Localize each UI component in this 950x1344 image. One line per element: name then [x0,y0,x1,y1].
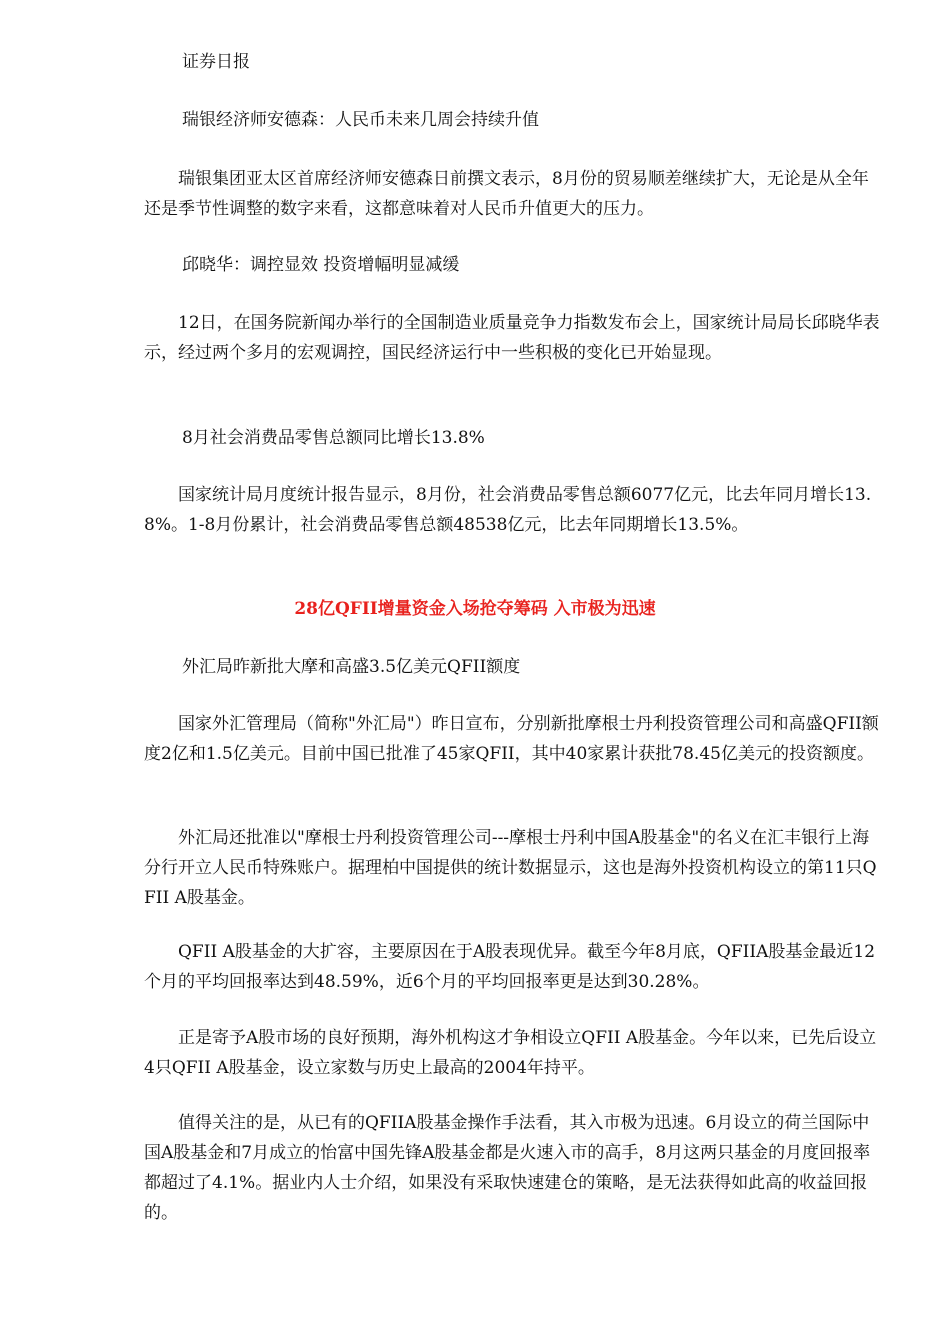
paragraph-expansion: QFII A股基金的大扩容，主要原因在于A股表现优异。截至今年8月底，QFIIA股基金最近12个月的平均回报率达到48.59%，近6个月的平均回报率更是达到30.28%。 [144,942,876,992]
paragraph-expectation: 正是寄予A股市场的良好预期，海外机构这才争相设立QFII A股基金。今年以来，已先后设立4只QFII A股基金，设立家数与历史上最高的2004年持平。 [144,1028,877,1078]
paragraph-qiu: 12日，在国务院新闻办举行的全国制造业质量竞争力指数发布会上，国家统计局局长邱晓华表示，经过两个多月的宏观调控，国民经济运行中一些积极的变化已开始显现。 [144,313,880,363]
subhead-qiu: 邱晓华：调控显效 投资增幅明显减缓 [182,255,460,275]
headline-qfii: 28亿QFII增量资金入场抢夺筹码 入市极为迅速 [294,599,656,619]
subhead-retail: 8月社会消费品零售总额同比增长13.8% [182,428,485,448]
source-line: 证券日报 [182,52,250,72]
subhead-ubs: 瑞银经济师安德森：人民币未来几周会持续升值 [182,110,539,130]
paragraph-ubs: 瑞银集团亚太区首席经济师安德森日前撰文表示，8月份的贸易顺差继续扩大，无论是从全年还是季节性调整的数字来看，这都意味着对人民币升值更大的压力。 [144,169,869,219]
paragraph-safe-quota: 国家外汇管理局（简称"外汇局"）昨日宣布，分别新批摩根士丹利投资管理公司和高盛QFII额度2亿和1.5亿美元。目前中国已批准了45家QFII，其中40家累计获批78.45亿美元的投资额度。 [144,714,879,764]
subhead-safe: 外汇局昨新批大摩和高盛3.5亿美元QFII额度 [182,657,521,677]
paragraph-safe-account: 外汇局还批准以"摩根士丹利投资管理公司---摩根士丹利中国A股基金"的名义在汇丰银行上海分行开立人民币特殊账户。据理柏中国提供的统计数据显示，这也是海外投资机构设立的第11只QFII A股基金。 [144,828,877,908]
paragraph-fast-entry: 值得关注的是，从已有的QFIIA股基金操作手法看，其入市极为迅速。6月设立的荷兰国际中国A股基金和7月成立的怡富中国先锋A股基金都是火速入市的高手，8月这两只基金的月度回报率都超过了4.1%。据业内人士介绍，如果没有采取快速建仓的策略，是无法获得如此高的收益回报的。 [144,1113,871,1223]
paragraph-retail: 国家统计局月度统计报告显示，8月份，社会消费品零售总额6077亿元，比去年同月增长13.8%。1-8月份累计，社会消费品零售总额48538亿元，比去年同期增长13.5%。 [144,485,872,535]
